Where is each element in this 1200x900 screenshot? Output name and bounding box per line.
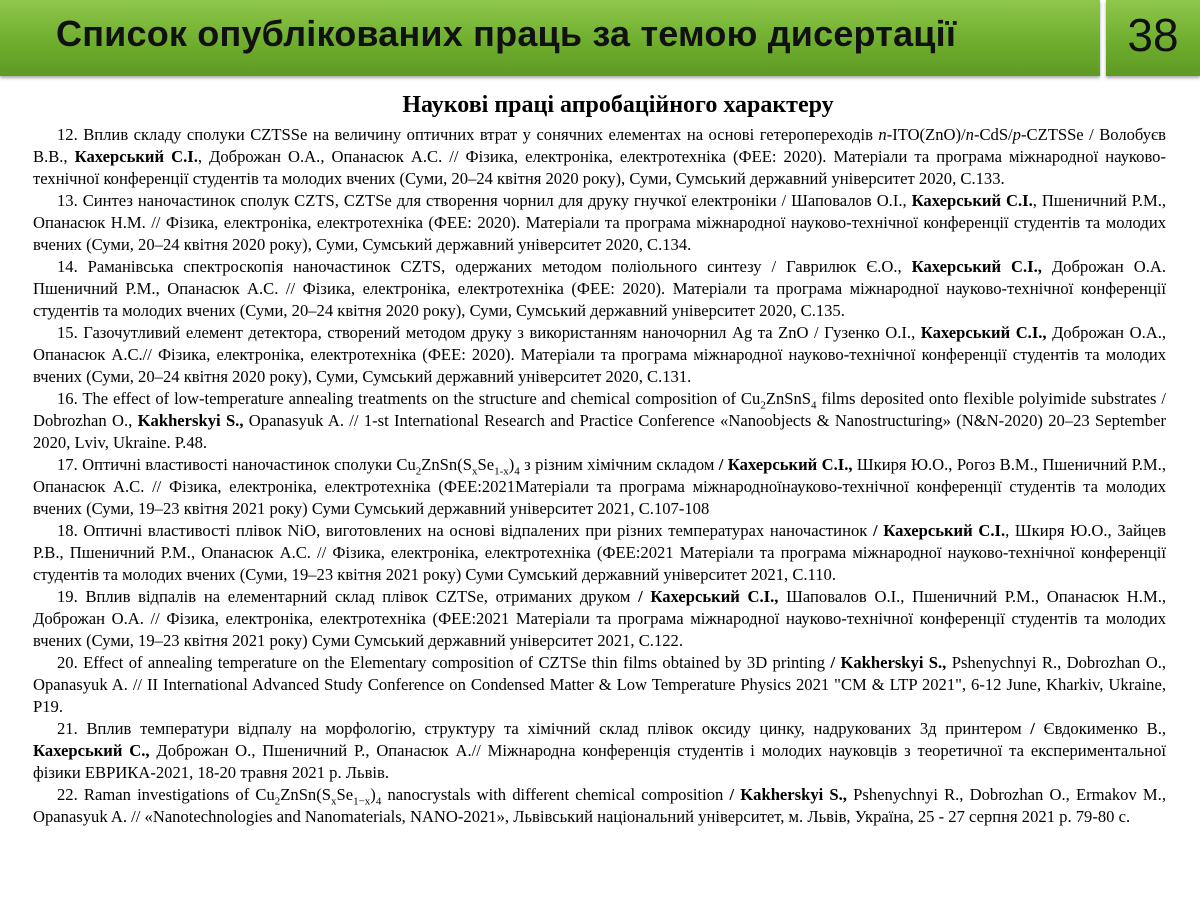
- publication-list: [33, 124, 1166, 828]
- author-highlight: Kakherskyi S.,: [137, 411, 244, 430]
- publication-entry-19: 19. Вплив відпалів на елементарний склад плівок CZTSe, отриманих друком / Кахерський С.І., Шаповалов О.І., Пшеничний Р.М., Опанасюк Н.М., Доброжан О.А. // Фізика, електроніка, електротехніка (ФЕЕ:2021 Матеріали та програма міжнародної науково-технічної конференції студентів та молодих вчених (Суми, 19–23 квітня 2021 року) Суми Сумський державний університет 2021, С.122.: [33, 587, 1166, 650]
- publication-entry-12: 12. Вплив складу сполуки CZTSSe на величину оптичних втрат у сонячних елементах на основі гетеропереходів n-ITO(ZnO)/n-CdS/p-CZTSSe / Волобуєв В.В., Кахерський С.І., Доброжан О.А., Опанасюк А.С. // Фізика, електроніка, електротехніка (ФЕЕ: 2020). Матеріали та програма міжнародної науково-технічної конференції студентів та молодих вчених (Суми, 20–24 квітня 2020 року), Суми, Сумський державний університет 2020, С.133.: [33, 125, 1166, 188]
- publication-entry-22: 22. Raman investigations of $Cu_2ZnSn(S_xSe_{1-x})_4$ nanocrystals with different chemical composition / Kakherskyi S., Pshenychnyi R., Dobrozhan O., Ermakov M., Opanasyuk A. // «Nanotechnologies and Nanomaterials, NANO-2021», Львівський національний університет, м. Львів, Україна, 25 - 27 серпня 2021 р. 79-80 с.: [33, 785, 1166, 826]
- publication-entry-15: 15. Газочутливий елемент детектора, створений методом друку з використанням наночорнил Ag та ZnO / Гузенко О.І., Кахерський С.І., Доброжан О.А., Опанасюк А.С.// Фізика, електроніка, електротехніка (ФЕЕ: 2020). Матеріали та програма міжнародної науково-технічної конференції студентів та молодих вчених (Суми, 20–24 квітня 2020 року), Суми, Сумський державний університет 2020, С.131.: [33, 323, 1166, 386]
- author-highlight: / Кахерський С.І.,: [718, 455, 853, 474]
- publication-entry-18: 18. Оптичні властивості плівок NiO, виготовлених на основі відпалених при різних температурах наночастинок / Кахерський С.І., Шкиря Ю.О., Зайцев Р.В., Пшеничний Р.М., Опанасюк А.С. // Фізика, електроніка, електротехніка (ФЕЕ:2021 Матеріали та програма міжнародної науково-технічної конференції студентів та молодих вчених (Суми, 19–23 квітня 2021 року) Суми Сумський державний університет 2021, С.110.: [33, 521, 1166, 584]
- title-bar: [0, 0, 1100, 76]
- publication-entry-16: 16. The effect of low-temperature annealing treatments on the structure and chemical composition of $Cu_2ZnSnS_4$ films deposited onto flexible polyimide substrates / Dobrozhan O., Kakherskyi S., Opanasyuk A. // 1-st International Research and Practice Conference «Nanoobjects & Nanostructuring» (N&N-2020) 20–23 September 2020, Lviv, Ukraine. P.48.: [33, 389, 1166, 452]
- author-highlight: / Кахерський С.І.: [872, 521, 1006, 540]
- author-highlight: Кахерський С.І.,: [911, 257, 1042, 276]
- publication-entry-13: 13. Синтез наночастинок сполук CZTS, CZTSe для створення чорнил для друку гнучкої електроніки / Шаповалов О.І., Кахерський С.І., Пшеничний Р.М., Опанасюк Н.М. // Фізика, електроніка, електротехніка (ФЕЕ: 2020). Матеріали та програма міжнародної науково-технічної конференції студентів та молодих вчених (Суми, 20–24 квітня 2020 року), Суми, Сумський державний університет 2020, С.134.: [33, 191, 1167, 254]
- author-highlight: / Кахерський С.І.,: [638, 587, 779, 606]
- section-subtitle: Наукові праці апробаційного характеру: [402, 92, 834, 118]
- author-highlight: / Kakherskyi S.,: [729, 785, 847, 804]
- author-highlight: Кахерський С.І.,: [920, 323, 1047, 342]
- publication-entry-14: 14. Раманівська спектроскопія наночастинок CZTS, одержаних методом поліольного синтезу / Гаврилюк Є.О., Кахерський С.І., Доброжан О.А. Пшеничний Р.М., Опанасюк А.С. // Фізика, електроніка, електротехніка (ФЕЕ: 2020). Матеріали та програма міжнародної науково-технічної конференції студентів та молодих вчених (Суми, 20–24 квітня 2020 року), Суми, Сумський державний університет 2020, С.135.: [33, 257, 1166, 320]
- slide-title: Список опублікованих праць за темою дисертації: [56, 13, 957, 54]
- page-number: 38: [1127, 9, 1179, 61]
- author-highlight: Кахерський С.І.: [911, 191, 1033, 210]
- publication-entry-17: 17. Оптичні властивості наночастинок сполуки $Cu_2ZnSn(S_xSe_{1-x})_4$ з різним хімічним складом / Кахерський С.І., Шкиря Ю.О., Рогоз В.М., Пшеничний Р.М., Опанасюк А.С. // Фізика, електроніка, електротехніка (ФЕЕ:2021Матеріали та програма міжнародноїнауково-технічної конференції студентів та молодих вчених (Суми, 19–23 квітня 2021 року) Суми Сумський державний університет 2021, С.107-108: [33, 455, 1166, 518]
- publication-entry-20: 20. Effect of annealing temperature on the Elementary composition of CZTSe thin films obtained by 3D printing / Kakherskyi S., Pshenychnyi R., Dobrozhan O., Opanasyuk A. // II International Advanced Study Conference on Condensed Matter & Low Temperature Physics 2021 "CM & LTP 2021", 6-12 June, Kharkiv, Ukraine, P19.: [33, 653, 1167, 716]
- publication-entry-21: 21. Вплив температури відпалу на морфологію, структуру та хімічний склад плівок оксиду цинку, надрукованих 3д принтером / Євдокименко В., Кахерський С., Доброжан О., Пшеничний Р., Опанасюк А.// Міжнародна конференція студентів і молодих науковців з теоретичної та експериментальної фізики ЕВРИКА-2021, 18-20 травня 2021 р. Львів.: [33, 719, 1166, 782]
- author-highlight: Кахерський С.,: [33, 741, 150, 760]
- author-highlight: / Kakherskyi S.,: [830, 653, 947, 672]
- page-number-box: [1106, 0, 1200, 76]
- author-highlight: Кахерський С.І.: [74, 147, 198, 166]
